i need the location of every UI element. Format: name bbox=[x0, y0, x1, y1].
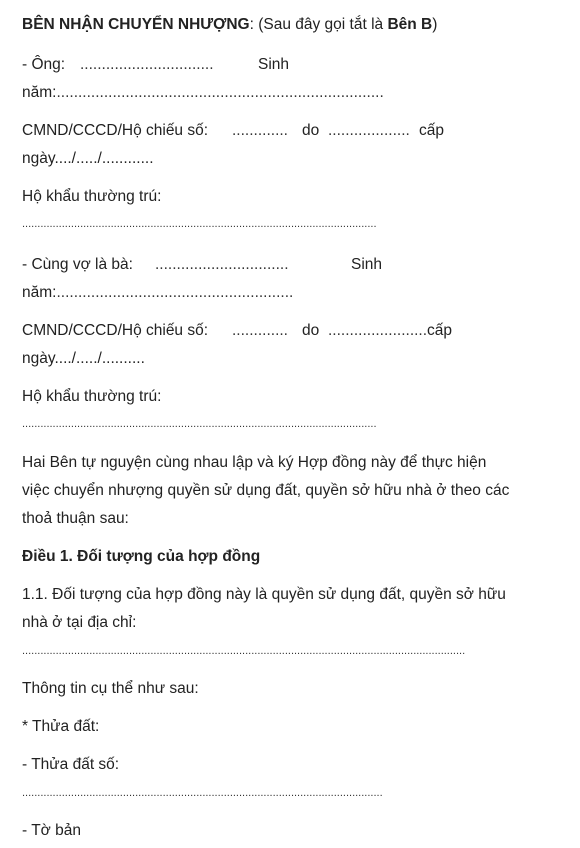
wife-issued-at-label: cấp bbox=[427, 322, 452, 339]
husband-name-dots: ............................... bbox=[80, 56, 214, 73]
agreement-line-2: việc chuyển nhượng quyền sử dụng đất, quyền sở hữu nhà ở theo các bbox=[22, 482, 510, 499]
party-b-heading-suffix-a: : (Sau đây gọi tắt là bbox=[249, 16, 388, 33]
wife-residence-dots: .................................................................................................................... bbox=[22, 418, 377, 430]
wife-residence-label: Hộ khẩu thường trú: bbox=[22, 388, 162, 405]
wife-birth-label: Sinh bbox=[351, 256, 383, 273]
husband-id-label: CMND/CCCD/Hộ chiếu số: bbox=[22, 122, 209, 139]
husband-year-label: năm: bbox=[22, 84, 57, 101]
husband-name-label: - Ông: bbox=[22, 56, 66, 73]
husband-date-label: ngày..../...../............ bbox=[22, 150, 154, 167]
map-sheet-label: - Tờ bản bbox=[22, 822, 81, 839]
husband-birth-label: Sinh bbox=[258, 56, 290, 73]
wife-year-dots: ....................................................... bbox=[56, 284, 294, 301]
article-1-title: Điều 1. Đối tượng của hợp đồng bbox=[22, 548, 261, 565]
parcel-dots: ...................................................................................................................... bbox=[22, 787, 383, 799]
party-b-heading-suffix-b: ) bbox=[432, 16, 438, 33]
parcel-label: - Thửa đất số: bbox=[22, 756, 120, 773]
wife-year-line bbox=[22, 283, 293, 303]
husband-issued-at-label: cấp bbox=[419, 122, 444, 139]
agreement-line-1: Hai Bên tự nguyện cùng nhau lập và ký Hợp đồng này để thực hiện bbox=[22, 454, 487, 471]
article-1-address-dots: ................................................................................................................................................. bbox=[22, 645, 466, 657]
wife-name-dots: ............................... bbox=[155, 256, 289, 273]
husband-name-line bbox=[22, 55, 65, 75]
party-b-heading-bold: Bên B bbox=[387, 16, 433, 33]
party-b-heading bbox=[22, 15, 437, 35]
husband-residence-dots: .................................................................................................................... bbox=[22, 218, 377, 230]
article-1-info-label: Thông tin cụ thể như sau: bbox=[22, 680, 199, 697]
husband-residence-label: Hộ khẩu thường trú: bbox=[22, 188, 162, 205]
article-1-clause-line-1: 1.1. Đối tượng của hợp đồng này là quyền sử dụng đất, quyền sở hữu bbox=[22, 586, 506, 603]
husband-issued-by-dots: ................... bbox=[328, 122, 410, 139]
land-label: * Thửa đất: bbox=[22, 718, 100, 735]
wife-id-label: CMND/CCCD/Hộ chiếu số: bbox=[22, 322, 209, 339]
party-b-heading-title: BÊN NHẬN CHUYỂN NHƯỢNG bbox=[22, 16, 250, 33]
wife-issued-by-dots: ....................... bbox=[328, 322, 428, 339]
agreement-line-3: thoả thuận sau: bbox=[22, 510, 129, 527]
husband-year-line bbox=[22, 83, 384, 103]
husband-issued-by-label: do bbox=[302, 122, 320, 139]
wife-name-label: - Cùng vợ là bà: bbox=[22, 256, 133, 273]
wife-issued-by-label: do bbox=[302, 322, 320, 339]
wife-date-label: ngày..../...../.......... bbox=[22, 350, 145, 367]
husband-year-dots: ............................................................................ bbox=[56, 84, 384, 101]
wife-year-label: năm: bbox=[22, 284, 57, 301]
wife-id-dots: ............. bbox=[232, 322, 288, 339]
article-1-clause-line-2: nhà ở tại địa chỉ: bbox=[22, 614, 137, 631]
husband-id-dots: ............. bbox=[232, 122, 288, 139]
